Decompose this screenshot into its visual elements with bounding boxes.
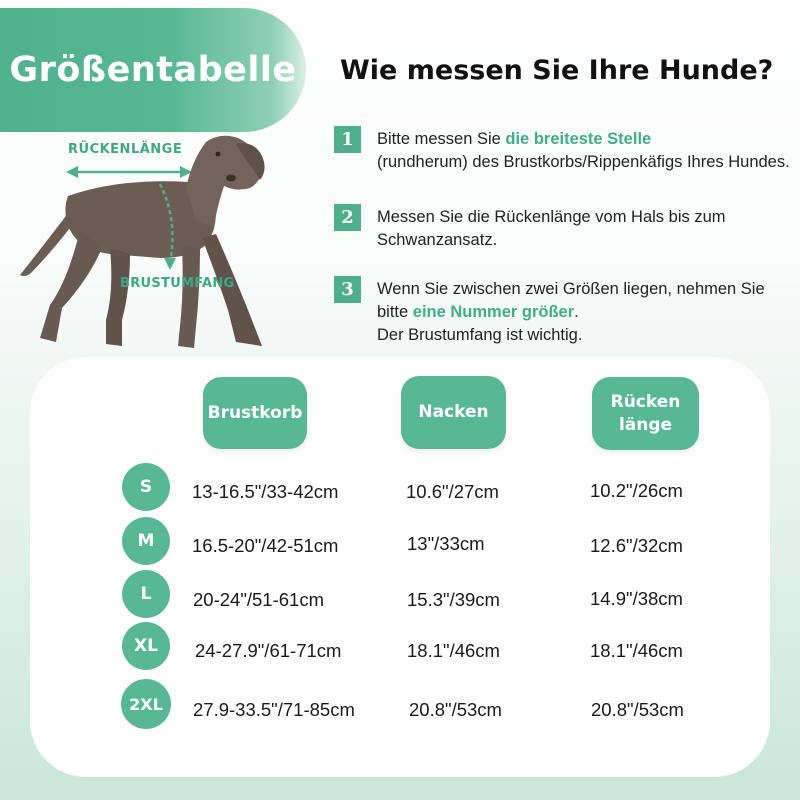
- step-text: [377, 278, 787, 347]
- step-text-part: Der Brustumfang ist wichtig.: [377, 326, 583, 344]
- dog-icon: [10, 130, 310, 360]
- dog-illustration: [10, 130, 310, 360]
- table-cell-neck: 15.3"/39cm: [407, 589, 500, 610]
- table-cell-neck: 18.1"/46cm: [407, 640, 500, 661]
- size-badge-xl: XL: [122, 622, 170, 670]
- table-cell-chest: 27.9-33.5"/71-85cm: [193, 699, 355, 720]
- table-cell-neck: 10.6"/27cm: [406, 481, 499, 502]
- step-number: 3: [334, 276, 361, 303]
- size-badge-2xl: 2XL: [121, 679, 171, 729]
- step-2: [334, 206, 777, 252]
- step-number: 2: [334, 204, 361, 231]
- table-cell-chest: 20-24"/51-61cm: [193, 589, 324, 610]
- step-number: 1: [334, 126, 361, 153]
- step-1: [334, 128, 797, 174]
- table-cell-chest: 24-27.9"/61-71cm: [195, 640, 342, 661]
- step-highlight: eine Nummer größer: [412, 303, 575, 321]
- column-header-chest: Brustkorb: [203, 377, 307, 449]
- table-cell-back: 18.1"/46cm: [590, 640, 683, 661]
- step-text: [377, 128, 797, 174]
- step-highlight: die breiteste Stelle: [505, 130, 652, 148]
- table-cell-neck: 20.8"/53cm: [409, 699, 502, 720]
- step-3: [334, 278, 787, 347]
- column-header-back-length: Rücken länge: [592, 377, 699, 450]
- size-badge-s: S: [122, 463, 170, 511]
- step-text-part: Wenn Sie zwischen zwei Größen liegen, nehmen Sie bitte: [377, 280, 765, 321]
- table-cell-neck: 13"/33cm: [407, 533, 485, 554]
- headline: Wie messen Sie Ihre Hunde?: [340, 55, 774, 86]
- size-badge-l: L: [122, 570, 170, 618]
- table-cell-back: 14.9"/38cm: [590, 588, 683, 609]
- column-header-neck: Nacken: [401, 376, 506, 449]
- table-cell-chest: 13-16.5"/33-42cm: [192, 481, 339, 502]
- table-cell-back: 20.8"/53cm: [591, 699, 684, 720]
- title-banner: [0, 8, 306, 132]
- table-cell-back: 12.6"/32cm: [590, 535, 683, 556]
- chest-girth-label: BRUSTUMFANG: [120, 276, 235, 291]
- back-length-label: RÜCKENLÄNGE: [68, 142, 183, 157]
- table-cell-back: 10.2"/26cm: [590, 480, 683, 501]
- step-text-part: Bitte messen Sie: [377, 130, 506, 148]
- size-badge-m: M: [122, 517, 170, 565]
- step-text-part: .: [574, 303, 579, 321]
- table-cell-chest: 16.5-20"/42-51cm: [192, 535, 339, 556]
- step-text-part: (rundherum) des Brustkorbs/Rippenkäfigs Ihres Hundes.: [377, 153, 790, 171]
- page-title: Größentabelle: [9, 50, 297, 90]
- step-text: Messen Sie die Rückenlänge vom Hals bis zum Schwanzansatz.: [377, 208, 726, 249]
